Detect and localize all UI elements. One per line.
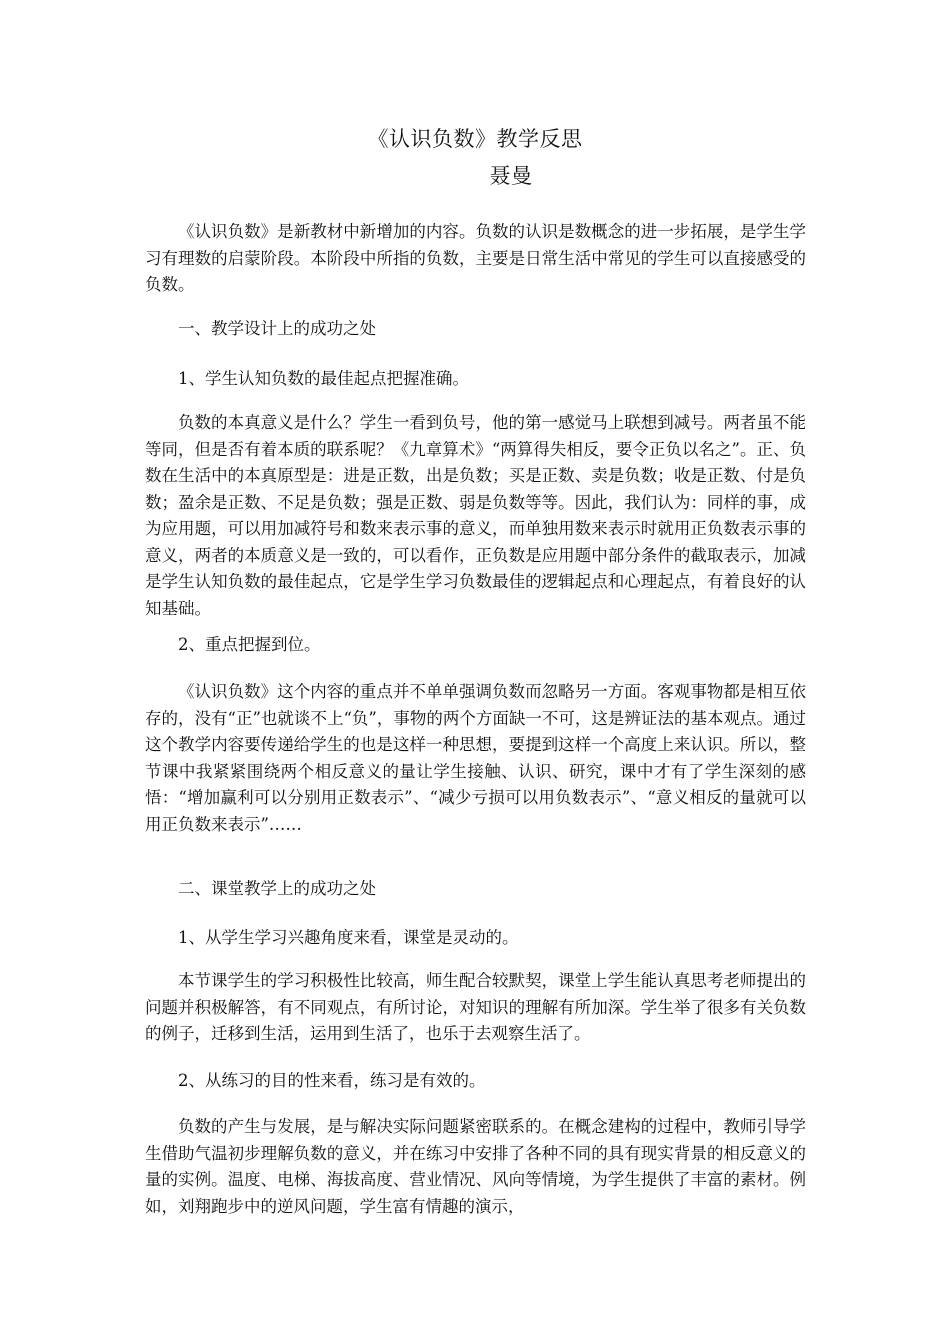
paragraph-negative-meaning: 负数的本真意义是什么？学生一看到负号，他的第一感觉马上联想到减号。两者虽不能等同，但是否有着本质的联系呢？《九章算术》“两算得失相反，要令正负以名之”。正、负数在生活中的本真原型是：进是正数，出是负数；买是正数、卖是负数；收是正数、付是负数；盈余是正数、不足是负数；强是正数、弱是负数等等。因此，我们认为：同样的事，成为应用题，可以用加减符号和数来表示事的意义，而单独用数来表示时就用正负数表示事的意义，两者的本质意义是一致的，可以看作，正负数是应用题中部分条件的截取表示，加减是学生认知负数的最佳起点，它是学生学习负数最佳的逻辑起点和心理起点，有着良好的认知基础。	[145, 413, 806, 618]
subsection-heading-2-1: 1、从学生学习兴趣角度来看，课堂是灵动的。	[178, 928, 519, 947]
subsection-heading-2-2: 2、从练习的目的性来看，练习是有效的。	[178, 1071, 486, 1090]
paragraph-interest: 本节课学生的学习积极性比较高，师生配合较默契，课堂上学生能认真思考老师提出的问题并积极解答，有不同观点，有所讨论，对知识的理解有所加深。学生举了很多有关负数的例子，迁移到生活，运用到生活了，也乐于去观察生活了。	[145, 971, 806, 1043]
document-author: 聂曼	[489, 164, 533, 188]
subsection-heading-1-2: 2、重点把握到位。	[178, 635, 321, 654]
paragraph-key-point: 《认识负数》这个内容的重点并不单单强调负数而忽略另一方面。客观事物都是相互依存的，没有“正”也就谈不上“负”，事物的两个方面缺一不可，这是辨证法的基本观点。通过这个教学内容要传递给学生的也是这样一种思想，要提到这样一个高度上来认识。所以，整节课中我紧紧围绕两个相反意义的量让学生接触、认识、研究，课中才有了学生深刻的感悟：“增加赢利可以分别用正数表示”、“减少亏损可以用负数表示”、“意义相反的量就可以用正负数来表示”……	[145, 682, 806, 834]
section-heading-1: 一、教学设计上的成功之处	[178, 319, 376, 338]
paragraph-practice: 负数的产生与发展，是与解决实际问题紧密联系的。在概念建构的过程中，教师引导学生借助气温初步理解负数的意义，并在练习中安排了各种不同的具有现实背景的相反意义的量的实例。温度、电梯、海拔高度、营业情况、风向等情境，为学生提供了丰富的素材。例如，刘翔跑步中的逆风问题，学生富有情趣的演示，	[145, 1117, 806, 1216]
section-heading-2: 二、课堂教学上的成功之处	[178, 879, 376, 898]
subsection-heading-1-1: 1、学生认知负数的最佳起点把握准确。	[178, 369, 469, 388]
intro-paragraph: 《认识负数》是新教材中新增加的内容。负数的认识是数概念的进一步拓展，是学生学习有理数的启蒙阶段。本阶段中所指的负数，主要是日常生活中常见的学生可以直接感受的负数。	[145, 222, 806, 294]
document-title: 《认识负数》教学反思	[367, 127, 583, 151]
